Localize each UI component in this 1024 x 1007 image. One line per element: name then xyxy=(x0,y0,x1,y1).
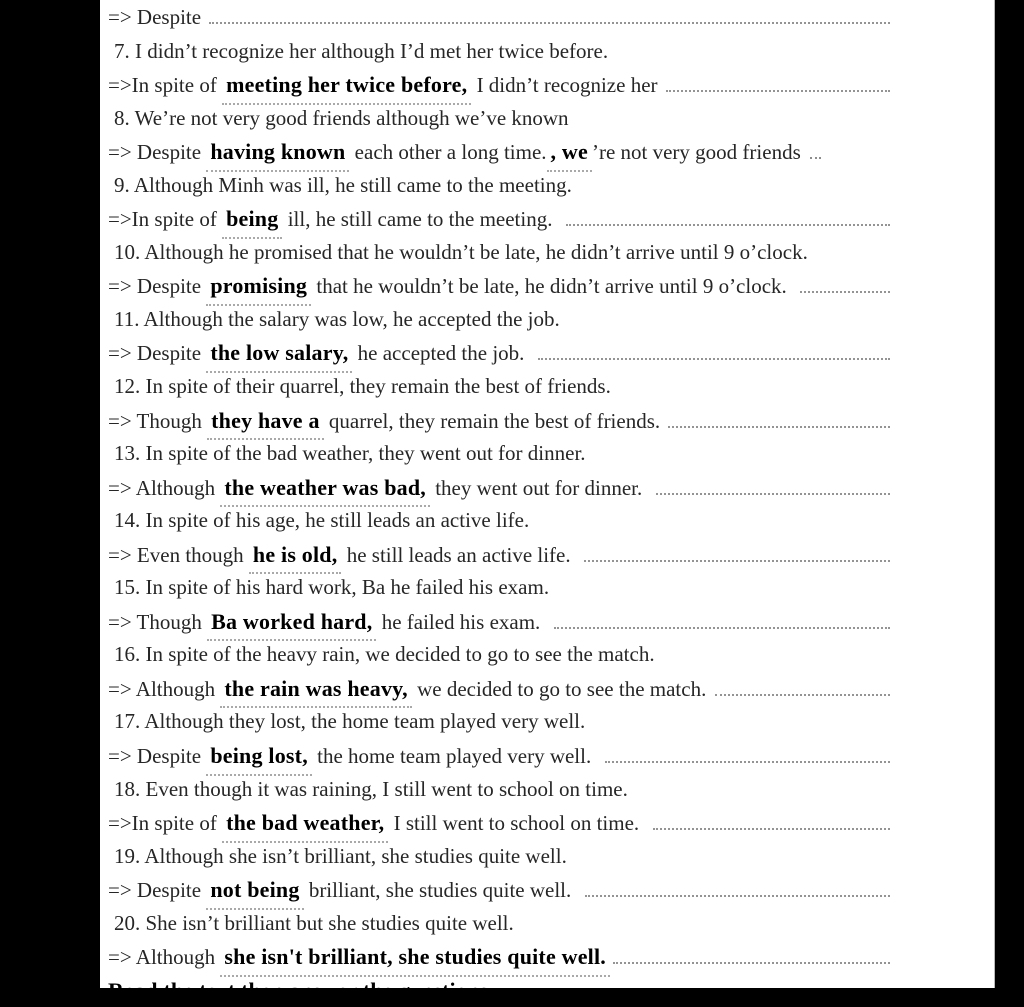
sentence-text: 15. In spite of his hard work, Ba he failed his exam. xyxy=(114,575,550,600)
sentence-text: 14. In spite of his age, he still leads an active life. xyxy=(114,508,530,533)
worksheet-line xyxy=(108,1,890,35)
answer-text: the bad weather, xyxy=(222,806,388,843)
sentence-text: => Though xyxy=(108,408,208,433)
sentence-text: 8. We’re not very good friends although we’ve known xyxy=(114,105,569,130)
dotted-blank-line xyxy=(666,85,890,92)
dotted-blank-line xyxy=(715,689,890,696)
sentence-text: I still went to school on time. xyxy=(388,811,650,836)
sentence-text: 18. Even though it was raining, I still went to school on time. xyxy=(114,776,628,801)
dotted-blank-line xyxy=(538,353,890,360)
sentence-text: 13. In spite of the bad weather, they went out for dinner. xyxy=(114,441,586,466)
worksheet-line xyxy=(108,303,890,337)
answer-text: the low salary, xyxy=(206,336,352,373)
sentence-text: ill, he still came to the meeting. xyxy=(282,207,563,232)
document-page xyxy=(100,0,995,1003)
worksheet-lines xyxy=(108,1,890,1007)
worksheet-line xyxy=(108,672,890,706)
sentence-text: => Although xyxy=(108,945,221,970)
answer-text: Ba worked hard, xyxy=(207,605,376,642)
worksheet-line xyxy=(108,840,890,874)
sentence-text: they went out for dinner. xyxy=(429,475,653,500)
answer-text: having known xyxy=(206,135,349,172)
sentence-text: => Despite xyxy=(108,274,207,299)
sentence-text: => Although xyxy=(108,676,221,701)
worksheet-line xyxy=(108,538,890,572)
dotted-blank-line xyxy=(605,756,890,763)
sentence-text: 7. I didn’t recognize her although I’d met her twice before. xyxy=(114,38,609,63)
dotted-blank-line xyxy=(613,957,890,964)
answer-text: being lost, xyxy=(206,739,312,776)
dotted-blank-line xyxy=(668,421,890,428)
answer-text: promising xyxy=(206,269,311,306)
sentence-text: 10. Although he promised that he wouldn’t be late, he didn’t arrive until 9 o’clock. xyxy=(114,239,808,264)
answer-text: , we xyxy=(547,135,592,172)
dotted-mark xyxy=(810,152,821,159)
sentence-text: ’re not very good friends xyxy=(591,140,806,165)
worksheet-line xyxy=(108,907,890,941)
answer-text: not being xyxy=(206,873,303,910)
sentence-text: he accepted the job. xyxy=(352,341,535,366)
worksheet-line xyxy=(108,169,890,203)
sentence-text: 16. In spite of the heavy rain, we decided to go to see the match. xyxy=(114,642,655,667)
answer-text: being xyxy=(222,202,282,239)
worksheet-line xyxy=(108,504,890,538)
sentence-text: I didn’t recognize her xyxy=(471,73,663,98)
worksheet-line xyxy=(108,269,890,303)
dotted-blank-line xyxy=(653,823,890,830)
sentence-text: => Although xyxy=(108,475,221,500)
answer-text: the weather was bad, xyxy=(220,471,430,508)
worksheet-line xyxy=(108,806,890,840)
worksheet-line xyxy=(108,940,890,974)
worksheet-line xyxy=(108,336,890,370)
sentence-text: => Despite xyxy=(108,5,207,29)
sentence-text: 12. In spite of their quarrel, they remain the best of friends. xyxy=(114,374,611,399)
dotted-blank-line xyxy=(584,555,890,562)
dotted-blank-line xyxy=(209,17,890,24)
section-heading: Read the text then answer the questions xyxy=(108,977,489,1003)
sentence-text: =>In spite of xyxy=(108,207,223,232)
answer-text: the rain was heavy, xyxy=(220,672,411,709)
worksheet-line xyxy=(108,773,890,807)
worksheet-line xyxy=(108,605,890,639)
sentence-text: => Though xyxy=(108,609,208,634)
sentence-text: => Even though xyxy=(108,542,249,567)
right-black-bar xyxy=(995,0,1024,988)
worksheet-line xyxy=(108,471,890,505)
sentence-text: =>In spite of xyxy=(108,73,223,98)
sentence-text: he still leads an active life. xyxy=(341,542,582,567)
sentence-text: the home team played very well. xyxy=(311,744,602,769)
sentence-text: => Despite xyxy=(108,341,207,366)
dotted-blank-line xyxy=(566,219,890,226)
sentence-text: => Despite xyxy=(108,878,207,903)
sentence-text: 17. Although they lost, the home team played very well. xyxy=(114,709,586,734)
dotted-blank-line xyxy=(656,488,890,495)
answer-text: he is old, xyxy=(249,538,342,575)
worksheet-line xyxy=(108,404,890,438)
left-black-bar xyxy=(0,0,100,988)
worksheet-line xyxy=(108,135,890,169)
worksheet-line xyxy=(108,370,890,404)
sentence-text: 9. Although Minh was ill, he still came to the meeting. xyxy=(114,172,572,197)
worksheet-line xyxy=(108,68,890,102)
sentence-text: that he wouldn’t be late, he didn’t arrive until 9 o’clock. xyxy=(311,274,798,299)
answer-text: meeting her twice before, xyxy=(222,68,471,105)
worksheet-line xyxy=(108,638,890,672)
dotted-blank-line xyxy=(585,890,890,897)
sentence-text: 19. Although she isn’t brilliant, she studies quite well. xyxy=(114,843,567,868)
worksheet-line xyxy=(108,571,890,605)
worksheet-line xyxy=(108,974,890,1007)
worksheet-line xyxy=(108,236,890,270)
dotted-blank-line xyxy=(554,622,890,629)
worksheet-line xyxy=(108,35,890,69)
sentence-text: =>In spite of xyxy=(108,811,223,836)
worksheet-line xyxy=(108,739,890,773)
sentence-text: quarrel, they remain the best of friends. xyxy=(323,408,666,433)
sentence-text: we decided to go to see the match. xyxy=(411,676,712,701)
sentence-text: 11. Although the salary was low, he accepted the job. xyxy=(114,306,560,331)
sentence-text: => Despite xyxy=(108,140,207,165)
worksheet-line xyxy=(108,202,890,236)
worksheet-line xyxy=(108,705,890,739)
sentence-text: => Despite xyxy=(108,744,207,769)
dotted-blank-line xyxy=(800,286,890,293)
sentence-text: he failed his exam. xyxy=(376,609,551,634)
sentence-text: brilliant, she studies quite well. xyxy=(303,878,582,903)
answer-text: she isn't brilliant, she studies quite well. xyxy=(220,940,610,977)
sentence-text: each other a long time. xyxy=(349,140,547,165)
worksheet-line xyxy=(108,437,890,471)
worksheet-line xyxy=(108,873,890,907)
answer-text: they have a xyxy=(207,404,324,441)
sentence-text: 20. She isn’t brilliant but she studies quite well. xyxy=(114,910,514,935)
worksheet-line xyxy=(108,102,890,136)
